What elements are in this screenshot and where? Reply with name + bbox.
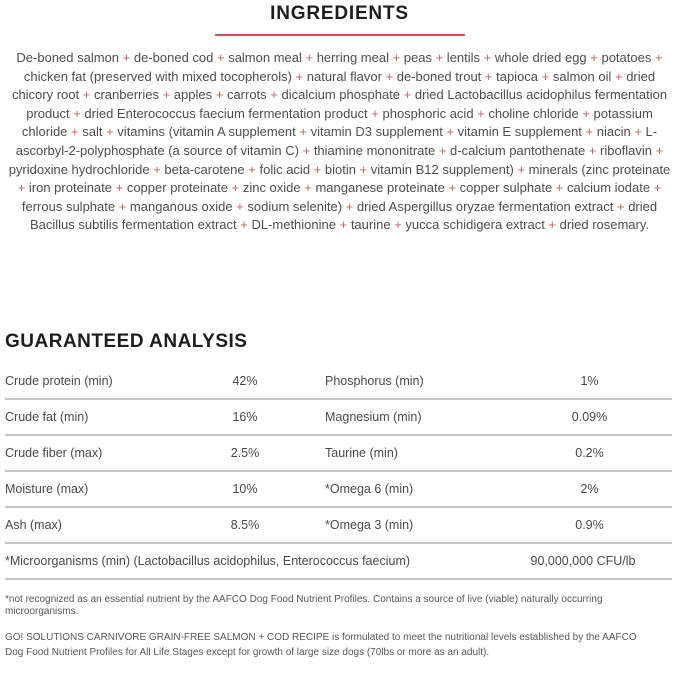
plus-separator: + — [555, 180, 564, 196]
plus-separator: + — [655, 142, 664, 158]
nutrient-label: Ash (max) — [5, 517, 62, 532]
nutrient-label: Magnesium (min) — [325, 409, 422, 424]
plus-separator: + — [582, 105, 590, 121]
plus-separator: + — [122, 50, 131, 65]
plus-separator: + — [73, 105, 81, 121]
plus-separator: + — [106, 124, 114, 140]
nutrient-value: 0.9% — [575, 517, 604, 532]
nutrient-value: 0.09% — [571, 409, 608, 424]
plus-separator: + — [231, 180, 240, 196]
nutrient-label: Taurine (min) — [325, 445, 398, 460]
plus-separator: + — [313, 161, 322, 177]
nutrient-value: 90,000,000 CFU/lb — [530, 553, 636, 568]
plus-separator: + — [345, 198, 354, 214]
plus-separator: + — [446, 124, 455, 140]
plus-separator: + — [590, 50, 598, 65]
nutrient-value: 8.5% — [230, 517, 260, 532]
plus-separator: + — [654, 50, 663, 65]
nutrient-label: *Microorganisms (min) (Lactobacillus acidophilus, Enterococcus faecium) — [5, 553, 411, 568]
ingredients-paragraph: De-boned salmon + de-boned cod + salmon meal + herring meal + peas + lentils + whole dried egg + potatoes + chicken fat (preserved with mixed tocopherols) + natural flavor + de-boned trout + tapioca + salmon oil + dried chicory root + cranberries + apples + carrots + dicalcium phosphate + dried Lactobacillus acidophilus fermentation product + dried Enterococcus faecium fermentation product + phosphoric acid + choline chloride + potassium chloride + salt + vitamins (vitamin A supplement + vitamin D3 supplement + vitamin E supplement + niacin + L-ascorbyl-2-polyphosphate (a source of vitamin C) + thiamine mononitrate + d-calcium pantothenate + riboflavin + pyridoxine hydrochloride + beta-carotene + folic acid + biotin + vitamin B12 supplement) + minerals (zinc proteinate + iron proteinate + copper proteinate + zinc oxide + manganese proteinate + copper sulphate + calcium iodate + ferrous sulphate + manganous oxide + sodium selenite) + dried Aspergillus oryzae fermentation extract + dried Bacillus subtilis fermentation extract + DL-methionine + taurine + yucca schidigera extract + dried rosemary. — [8, 50, 671, 233]
plus-separator: + — [634, 124, 642, 140]
nutrient-label: Moisture (max) — [5, 481, 89, 496]
table-row — [5, 472, 672, 508]
plus-separator: + — [305, 50, 314, 65]
plus-separator: + — [585, 124, 594, 140]
plus-separator: + — [438, 142, 447, 158]
plus-separator: + — [118, 198, 127, 214]
nutrient-label: Crude protein (min) — [5, 373, 113, 388]
red-divider-rule — [215, 34, 465, 36]
plus-separator: + — [403, 87, 412, 103]
plus-separator: + — [385, 68, 394, 84]
nutrient-value: 0.2% — [575, 445, 604, 460]
plus-separator: + — [392, 50, 401, 65]
plus-separator: + — [295, 68, 304, 84]
plus-separator: + — [371, 105, 379, 121]
aafco-footnote: *not recognized as an essential nutrient by the AAFCO Dog Food Nutrient Profiles. Contains a source of live (viable) naturally occurring microorganisms. — [5, 593, 603, 617]
plus-separator: + — [517, 161, 526, 177]
plus-separator: + — [448, 180, 457, 196]
nutrient-value: 10% — [232, 481, 258, 496]
plus-separator: + — [236, 198, 244, 214]
plus-separator: + — [153, 161, 161, 177]
plus-separator: + — [82, 87, 91, 103]
plus-separator: + — [216, 50, 225, 65]
plus-separator: + — [548, 217, 557, 233]
nutrient-value: 42% — [232, 373, 258, 388]
nutrient-value: 2.5% — [230, 445, 260, 460]
plus-separator: + — [477, 105, 485, 121]
ingredients-section-title: INGREDIENTS — [270, 3, 409, 24]
plus-separator: + — [617, 198, 625, 214]
plus-separator: + — [359, 161, 368, 177]
plus-separator: + — [394, 217, 402, 233]
plus-separator: + — [483, 50, 492, 65]
table-row — [5, 436, 672, 472]
nutrient-label: *Omega 3 (min) — [325, 517, 414, 532]
guaranteed-analysis-table — [5, 364, 672, 580]
table-row — [5, 364, 672, 400]
plus-separator: + — [653, 180, 662, 196]
plus-separator: + — [299, 124, 307, 140]
plus-separator: + — [615, 68, 623, 84]
nutrient-label: Crude fiber (max) — [5, 445, 103, 460]
plus-separator: + — [248, 161, 256, 177]
plus-separator: + — [339, 217, 348, 233]
plus-separator: + — [435, 50, 444, 65]
nutrient-value: 16% — [232, 409, 258, 424]
table-row-microorganisms — [5, 544, 672, 580]
table-row — [5, 400, 672, 436]
plus-separator: + — [270, 87, 278, 103]
plus-separator: + — [304, 180, 312, 196]
nutrient-label: Crude fat (min) — [5, 409, 89, 424]
guaranteed-analysis-title: GUARANTEED ANALYSIS — [5, 330, 248, 352]
plus-separator: + — [162, 87, 171, 103]
plus-separator: + — [302, 142, 311, 158]
plus-separator: + — [115, 180, 124, 196]
plus-separator: + — [588, 142, 597, 158]
nutrient-value: 2% — [580, 481, 599, 496]
nutrient-label: *Omega 6 (min) — [325, 481, 414, 496]
nutrient-value: 1% — [580, 373, 599, 388]
plus-separator: + — [17, 180, 26, 196]
plus-separator: + — [484, 68, 493, 84]
nutrient-label: Phosphorus (min) — [325, 373, 424, 388]
table-row — [5, 508, 672, 544]
plus-separator: + — [215, 87, 224, 103]
plus-separator: + — [541, 68, 550, 84]
plus-separator: + — [71, 124, 79, 140]
formulation-statement: GO! SOLUTIONS CARNIVORE GRAIN-FREE SALMON + COD RECIPE is formulated to meet the nutritional levels established by the AAFCO Dog Food Nutrient Profiles for All Life Stages except for growth of large size dogs (70lbs or more as an adult). — [5, 631, 637, 658]
plus-separator: + — [240, 217, 248, 233]
